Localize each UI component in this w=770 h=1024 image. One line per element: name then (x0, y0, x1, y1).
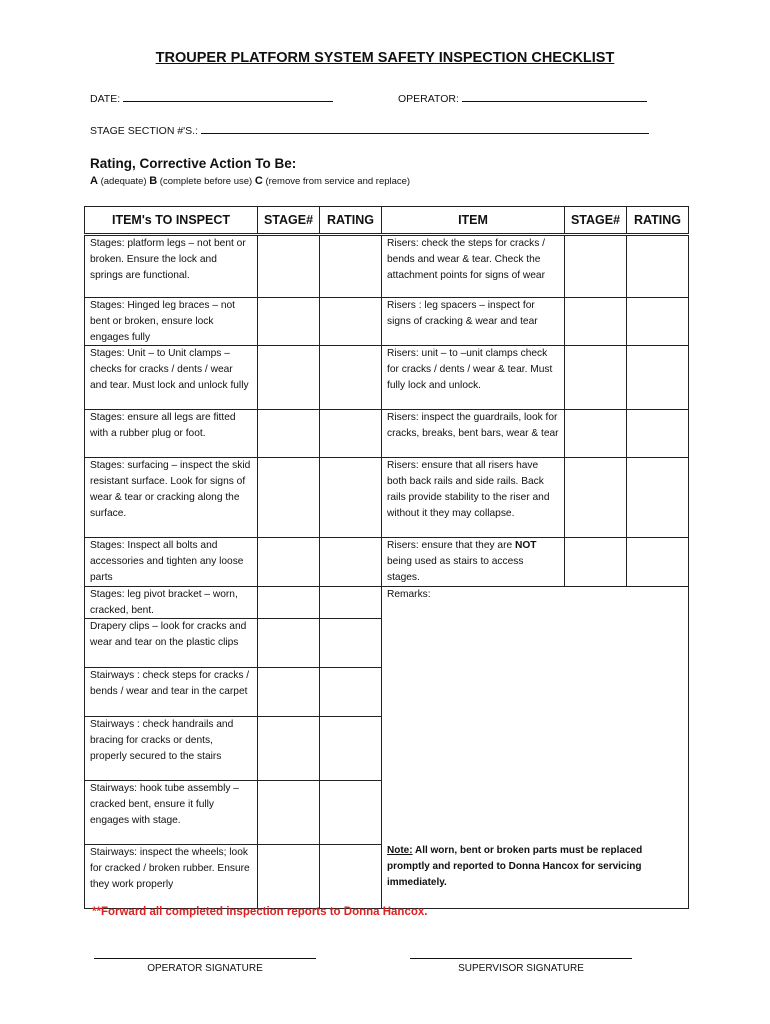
rating-cell[interactable] (320, 845, 382, 909)
table-row (85, 586, 689, 619)
table-row (85, 458, 689, 538)
operator-field[interactable] (398, 92, 647, 105)
rating-cell[interactable] (320, 346, 382, 410)
right-item-text: Risers: unit – to –unit clamps check for cracks / dents / wear & tear. Must fully lock and unlock. (382, 346, 565, 410)
rating-cell[interactable] (320, 586, 382, 619)
left-item-text: Stairways: inspect the wheels; look for cracked / broken rubber. Ensure they work properly (85, 845, 258, 909)
stage-section-field[interactable] (90, 124, 649, 137)
table-row (85, 235, 689, 298)
stage-cell[interactable] (258, 538, 320, 586)
right-item-text: Risers: ensure that all risers have both back rails and side rails. Back rails provide stability to the riser and without it they may collapse. (382, 458, 565, 538)
stage-cell[interactable] (565, 458, 627, 538)
right-item-text: Risers: inspect the guardrails, look for cracks, breaks, bent bars, wear & tear (382, 410, 565, 458)
stage-cell[interactable] (258, 781, 320, 845)
operator-signature[interactable] (94, 958, 316, 974)
table-row (85, 410, 689, 458)
rating-b-text: (complete before use) (159, 176, 253, 187)
right-item-text: Risers: check the steps for cracks / bends and wear & tear. Check the attachment points for signs of wear (382, 235, 565, 298)
table-header-row (85, 207, 689, 235)
left-item-text: Stages: platform legs – not bent or broken. Ensure the lock and springs are functional. (85, 235, 258, 298)
operator-label: OPERATOR: (398, 93, 459, 105)
rating-cell[interactable] (627, 346, 689, 410)
stage-cell[interactable] (258, 845, 320, 909)
left-item-text: Stairways : check steps for cracks / bends / wear and tear in the carpet (85, 668, 258, 717)
rating-cell[interactable] (627, 410, 689, 458)
stage-cell[interactable] (258, 717, 320, 781)
header-stage-right: STAGE# (565, 207, 627, 235)
stage-cell[interactable] (565, 538, 627, 586)
header-rating-left: RATING (320, 207, 382, 235)
header-item: ITEM (382, 207, 565, 235)
stage-cell[interactable] (565, 235, 627, 298)
operator-signature-line[interactable] (94, 958, 316, 959)
left-item-text: Stages: surfacing – inspect the skid resistant surface. Look for signs of wear & tear or cracking along the surface. (85, 458, 258, 538)
left-item-text: Stages: Inspect all bolts and accessories and tighten any loose parts (85, 538, 258, 586)
stage-cell[interactable] (565, 346, 627, 410)
stage-cell[interactable] (565, 298, 627, 346)
date-label: DATE: (90, 93, 121, 105)
right-item-text-tail: being used as stairs to access stages. (387, 556, 524, 583)
note (387, 843, 683, 891)
table-row (85, 346, 689, 410)
rating-cell[interactable] (320, 298, 382, 346)
table-row (85, 538, 689, 586)
rating-cell[interactable] (320, 668, 382, 717)
inspection-table (84, 206, 689, 909)
rating-c-text: (remove from service and replace) (265, 176, 411, 187)
rating-cell[interactable] (320, 235, 382, 298)
stage-cell[interactable] (258, 668, 320, 717)
date-field[interactable] (90, 92, 333, 105)
header-rating-right: RATING (627, 207, 689, 235)
operator-signature-label: OPERATOR SIGNATURE (147, 963, 263, 974)
stage-cell[interactable] (258, 619, 320, 668)
rating-cell[interactable] (627, 538, 689, 586)
rating-cell[interactable] (627, 458, 689, 538)
stage-section-input-line[interactable] (201, 124, 649, 134)
stage-cell[interactable] (258, 458, 320, 538)
rating-cell[interactable] (627, 235, 689, 298)
table-row (85, 298, 689, 346)
note-label: Note: (387, 844, 413, 856)
page-title: TROUPER PLATFORM SYSTEM SAFETY INSPECTION CHECKLIST (155, 50, 615, 66)
rating-cell[interactable] (320, 619, 382, 668)
stage-cell[interactable] (258, 298, 320, 346)
left-item-text: Stages: ensure all legs are fitted with a rubber plug or foot. (85, 410, 258, 458)
rating-legend (90, 175, 410, 187)
stage-cell[interactable] (565, 410, 627, 458)
left-item-text: Stairways: hook tube assembly – cracked bent, ensure it fully engages with stage. (85, 781, 258, 845)
left-item-text: Stages: leg pivot bracket – worn, cracked, bent. (85, 586, 258, 619)
rating-a-letter: A (90, 175, 98, 187)
rating-heading: Rating, Corrective Action To Be: (90, 156, 297, 171)
header-items-to-inspect: ITEM's TO INSPECT (85, 207, 258, 235)
left-item-text: Drapery clips – look for cracks and wear and tear on the plastic clips (85, 619, 258, 668)
supervisor-signature[interactable] (410, 958, 632, 974)
left-item-text: Stairways : check handrails and bracing for cracks or dents, properly secured to the stairs (85, 717, 258, 781)
supervisor-signature-line[interactable] (410, 958, 632, 959)
rating-c-letter: C (254, 175, 263, 187)
right-item-emphasis: NOT (514, 540, 537, 552)
supervisor-signature-label: SUPERVISOR SIGNATURE (458, 963, 584, 974)
rating-cell[interactable] (627, 298, 689, 346)
stage-cell[interactable] (258, 586, 320, 619)
remarks-label: Remarks: (387, 588, 431, 600)
stage-section-label: STAGE SECTION #'S.: (90, 125, 198, 137)
left-item-text: Stages: Hinged leg braces – not bent or broken, ensure lock engages fully (85, 298, 258, 346)
right-item-text: Risers: ensure that they are (387, 540, 515, 552)
right-item-text: Risers : leg spacers – inspect for signs of cracking & wear and tear (382, 298, 565, 346)
stage-cell[interactable] (258, 235, 320, 298)
rating-cell[interactable] (320, 458, 382, 538)
date-input-line[interactable] (123, 92, 333, 102)
forward-notice: **Forward all completed inspection reports to Donna Hancox. (92, 906, 428, 918)
stage-cell[interactable] (258, 346, 320, 410)
rating-cell[interactable] (320, 538, 382, 586)
remarks-box[interactable] (382, 586, 689, 909)
header-stage-left: STAGE# (258, 207, 320, 235)
left-item-text: Stages: Unit – to Unit clamps – checks for cracks / dents / wear and tear. Must lock and unlock fully (85, 346, 258, 410)
operator-input-line[interactable] (462, 92, 647, 102)
rating-cell[interactable] (320, 717, 382, 781)
stage-cell[interactable] (258, 410, 320, 458)
rating-a-text: (adequate) (100, 176, 147, 187)
right-item-not-stairs (382, 538, 565, 586)
rating-cell[interactable] (320, 781, 382, 845)
note-text: All worn, bent or broken parts must be replaced promptly and reported to Donna Hancox for servicing immediately. (387, 844, 643, 888)
rating-cell[interactable] (320, 410, 382, 458)
rating-b-letter: B (149, 175, 158, 187)
